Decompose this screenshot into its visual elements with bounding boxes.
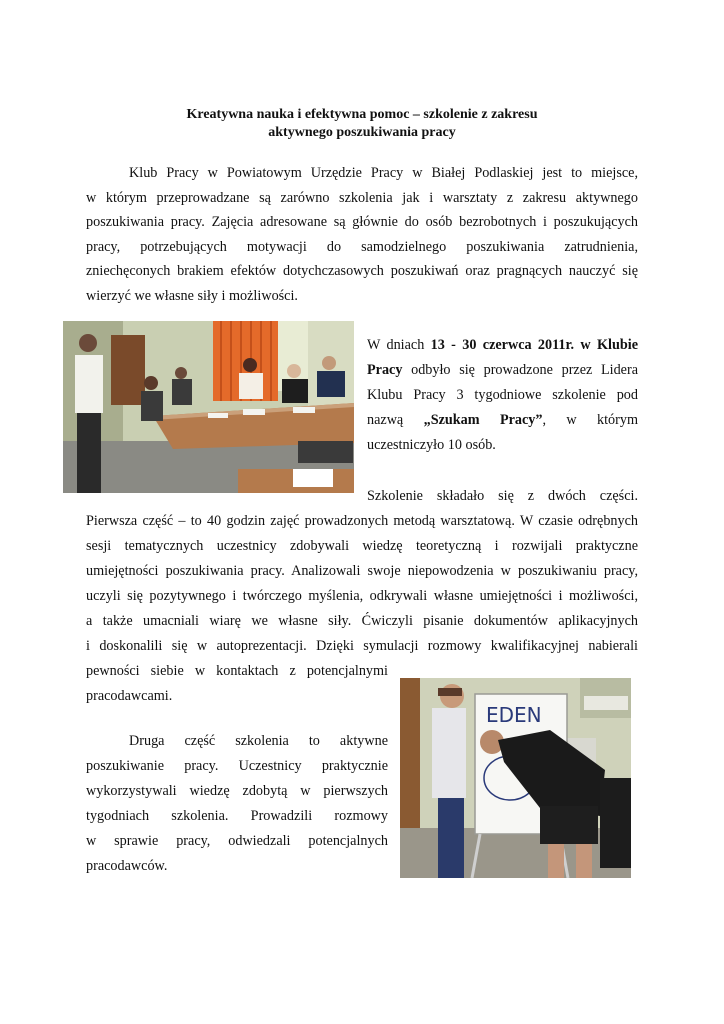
paragraph-3-line: sesji tematycznych uczestnicy zdobywali wiedzę teoretyczną i rozwijali praktyczne (86, 538, 638, 554)
paragraph-4-line: pracodawców. (86, 858, 168, 874)
paragraph-4-line: tygodniach szkolenia. Prowadzili rozmowy (86, 808, 388, 824)
paragraph-1-line: wierzyć we własne siły i możliwości. (86, 288, 298, 304)
paragraph-2-line: Pracy odbyło się prowadzone przez Lidera (367, 362, 638, 378)
paragraph-2-line: W dniach 13 - 30 czerwca 2011r. w Klubie (367, 337, 638, 353)
document-title-line-1: Kreatywna nauka i efektywna pomoc – szkolenie z zakresu (186, 107, 538, 122)
meeting-room-photo (63, 321, 354, 493)
paragraph-1-line: Klub Pracy w Powiatowym Urzędzie Pracy w Białej Podlaskiej jest to miejsce, (129, 165, 638, 181)
paragraph-3-line: a także umacniali wiarę we własne siły. Ćwiczyli pisanie dokumentów aplikacyjnych (86, 613, 638, 629)
paragraph-4-line: wykorzystywali wiedzę zdobytą w pierwszych (86, 783, 388, 799)
paragraph-1-line: w którym przeprowadzane są zarówno szkolenia jak i warsztaty z zakresu aktywnego (86, 190, 638, 206)
paragraph-2-line: Klubu Pracy 3 tygodniowe szkolenie pod (367, 387, 638, 403)
paragraph-1-line: zniechęconych brakiem efektów dotychczasowych poszukiwań oraz pragnących nauczyć się (86, 263, 638, 279)
paragraph-4-line: Druga część szkolenia to aktywne (129, 733, 388, 749)
paragraph-3-line: pracodawcami. (86, 688, 173, 704)
paragraph-2-line: uczestniczyło 10 osób. (367, 437, 496, 453)
paragraph-3-line: i doskonalili się w autoprezentacji. Dzięki symulacji rozmowy kwalifikacyjnej nabierali (86, 638, 638, 654)
paragraph-3-line: Szkolenie składało się z dwóch części. (367, 488, 638, 504)
paragraph-4-line: poszukiwanie pracy. Uczestnicy praktycznie (86, 758, 388, 774)
paragraph-3-line: Pierwsza część – to 40 godzin zajęć prowadzonych metodą warsztatową. W czasie odrębnych (86, 513, 638, 529)
paragraph-3-line: pewności siebie w kontaktach z potencjalnymi (86, 663, 388, 679)
paragraph-1-line: pracy, potrzebujących motywacji do samodzielnego poszukiwania zatrudnienia, (86, 239, 638, 255)
paragraph-1-line: poszukiwania pracy. Zajęcia adresowane są głównie do osób bezrobotnych i poszukujących (86, 214, 638, 230)
paragraph-3-line: umiejętności poszukiwania pracy. Analizowali swoje niepowodzenia w poszukiwaniu pracy, (86, 563, 638, 579)
paragraph-4-line: w sprawie pracy, odwiedzali potencjalnych (86, 833, 388, 849)
paragraph-2-line: nazwą „Szukam Pracy”, w którym (367, 412, 639, 428)
flipchart-text: EDEN (486, 703, 542, 727)
flipchart-photo (400, 678, 631, 878)
paragraph-3-line: uczyli się pozytywnego i twórczego myślenia, odkrywali własne umiejętności i możliwości, (86, 588, 638, 604)
document-title-line-2: aktywnego poszukiwania pracy (268, 125, 456, 140)
